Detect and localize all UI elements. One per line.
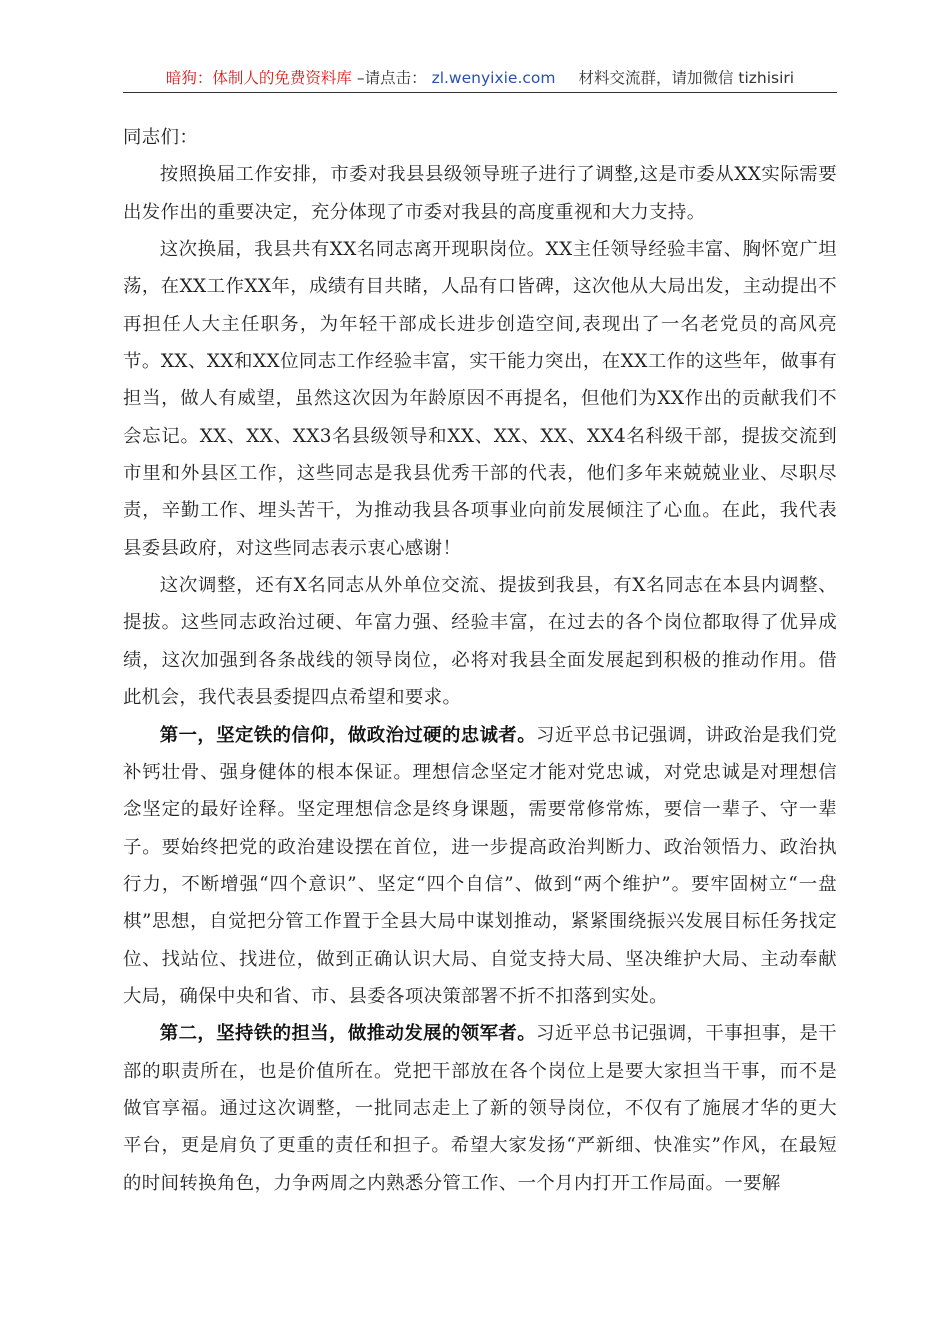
paragraph-5-text: 习近平总书记强调，干事担事，是干部的职责所在，也是价值所在。党把干部放在各个岗位上是要大家担当干事，而不是做官享福。通过这次调整，一批同志走上了新的领导岗位，不仅有了施展才华的更大平台，更是肩负了更重的责任和担子。希望大家发扬“严新细、快准实”作风，在最短的时间转换角色，力争两周之内熟悉分管工作、一个月内打开工作局面。一要解 bbox=[123, 1023, 837, 1194]
document-body bbox=[123, 119, 837, 1202]
header-link[interactable]: zl.wenyixie.com bbox=[431, 69, 556, 87]
page-header bbox=[123, 64, 837, 93]
greeting: 同志们： bbox=[123, 127, 199, 148]
paragraph-4 bbox=[123, 717, 837, 1016]
header-click-prefix: –请点击： bbox=[356, 69, 427, 87]
paragraph-5-heading: 第二，坚持铁的担当，做推动发展的领军者。 bbox=[159, 1023, 537, 1045]
header-group-note: 材料交流群，请加微信 tizhisiri bbox=[578, 69, 795, 87]
header-brand: 暗狗：体制人的免费资料库 bbox=[165, 69, 352, 87]
paragraph-2: 这次换届，我县共有XX名同志离开现职岗位。XX主任领导经验丰富、胸怀宽广坦荡，在XX工作XX年，成绩有目共睹，人品有口皆碑，这次他从大局出发，主动提出不再担任人大主任职务，为年轻干部成长进步创造空间,表现出了一名老党员的高风亮节。XX、XX和XX位同志工作经验丰富，实干能力突出，在XX工作的这些年，做事有担当，做人有威望，虽然这次因为年龄原因不再提名，但他们为XX作出的贡献我们不会忘记。XX、XX、XX3名县级领导和XX、XX、XX、XX4名科级干部，提拔交流到市里和外县区工作，这些同志是我县优秀干部的代表，他们多年来兢兢业业、尽职尽责，辛勤工作、埋头苦干，为推动我县各项事业向前发展倾注了心血。在此，我代表县委县政府，对这些同志表示衷心感谢！ bbox=[123, 239, 837, 559]
paragraph-5 bbox=[123, 1015, 837, 1202]
paragraph-4-heading: 第一，坚定铁的信仰，做政治过硬的忠诚者。 bbox=[159, 724, 537, 746]
paragraph-3: 这次调整，还有X名同志从外单位交流、提拔到我县，有X名同志在本县内调整、提拔。这些同志政治过硬、年富力强、经验丰富，在过去的各个岗位都取得了优异成绩，这次加强到各条战线的领导岗位，必将对我县全面发展起到积极的推动作用。借此机会，我代表县委提四点希望和要求。 bbox=[123, 575, 837, 709]
paragraph-1: 按照换届工作安排，市委对我县县级领导班子进行了调整,这是市委从XX实际需要出发作出的重要决定，充分体现了市委对我县的高度重视和大力支持。 bbox=[123, 164, 837, 223]
paragraph-4-text: 习近平总书记强调，讲政治是我们党补钙壮骨、强身健体的根本保证。理想信念坚定才能对党忠诚，对党忠诚是对理想信念坚定的最好诠释。坚定理想信念是终身课题，需要常修常炼，要信一辈子、守一辈子。要始终把党的政治建设摆在首位，进一步提高政治判断力、政治领悟力、政治执行力，不断增强“四个意识”、坚定“四个自信”、做到“两个维护”。要牢固树立“一盘棋”思想，自觉把分管工作置于全县大局中谋划推动，紧紧围绕振兴发展目标任务找定位、找站位、找进位，做到正确认识大局、自觉支持大局、坚决维护大局、主动奉献大局，确保中央和省、市、县委各项决策部署不折不扣落到实处。 bbox=[123, 724, 837, 1007]
